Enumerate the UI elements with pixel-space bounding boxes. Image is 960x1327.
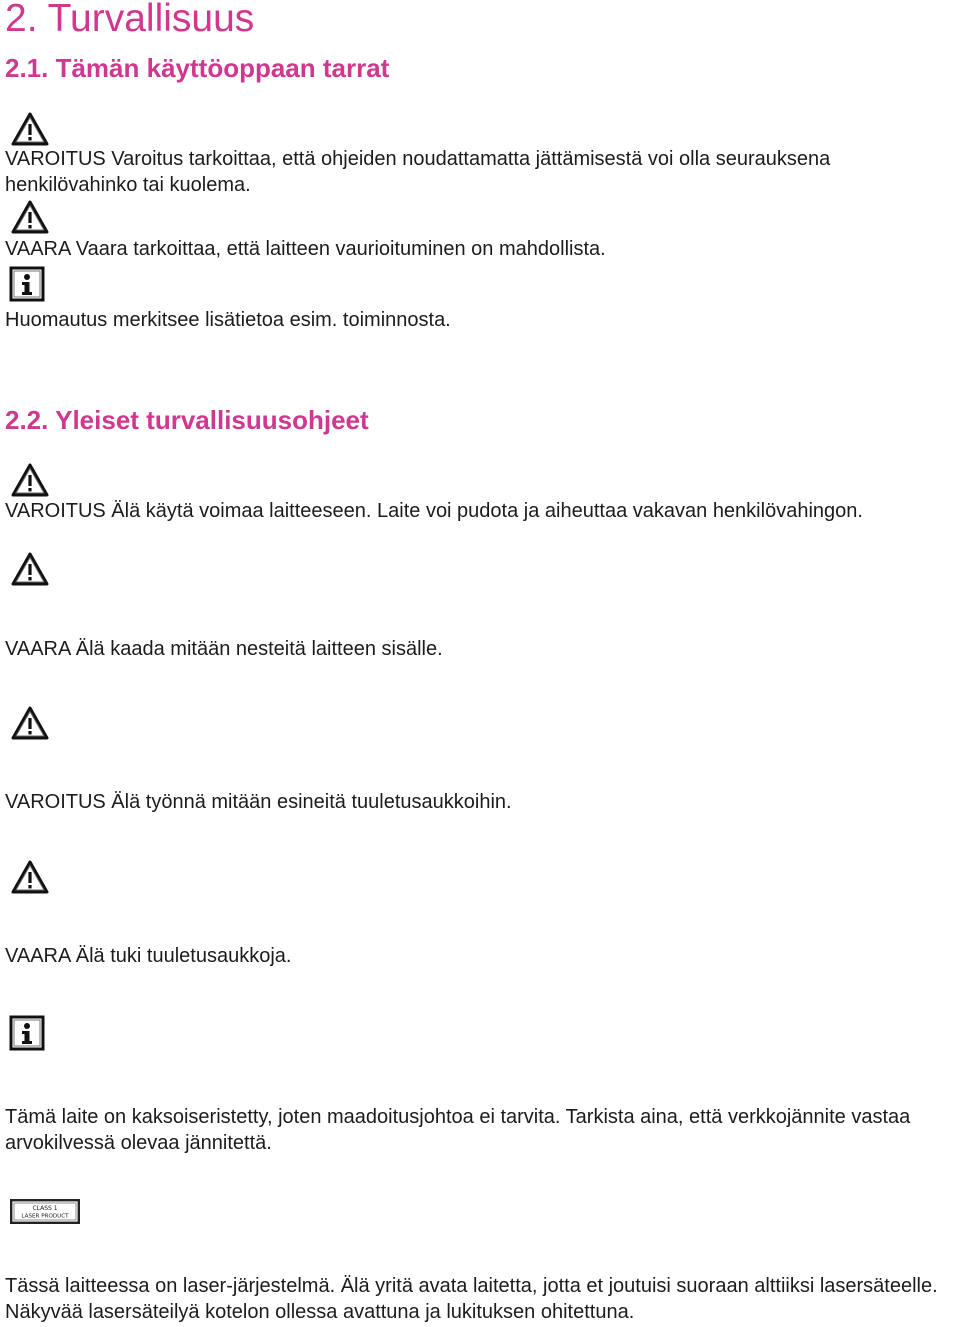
info-icon [9, 266, 45, 302]
general-item-5: Tämä laite on kaksoiseristetty, joten maadoitusjohtoa ei tarvita. Tarkista aina, että verkkojännite vastaa arvokilvessä olevaa jännitettä. [5, 1106, 911, 1154]
laser-class-label-icon [10, 1199, 80, 1224]
warning-triangle-icon [10, 551, 50, 587]
laser-label-line1: CLASS 1 [32, 1205, 58, 1212]
label-warning-text: VAROITUS Varoitus tarkoittaa, että ohjeiden noudattamatta jättämisestä voi olla seurauksena henkilövahinko tai kuolema. [5, 148, 831, 196]
warning-triangle-icon [10, 199, 50, 235]
general-item-6: Tässä laitteessa on laser-järjestelmä. Älä yritä avata laitetta, jotta et joutuisi suoraan alttiiksi lasersäteelle. Näkyvää lasersäteilyä kotelon ollessa avattuna ja lukituksen ohitettuna. [5, 1275, 938, 1323]
info-icon [9, 1015, 45, 1051]
section-title-general: 2.2. Yleiset turvallisuusohjeet [5, 405, 369, 435]
label-danger-text: VAARA Vaara tarkoittaa, että laitteen vaurioituminen on mahdollista. [5, 238, 606, 260]
section-title-labels: 2.1. Tämän käyttöoppaan tarrat [5, 53, 390, 83]
warning-triangle-icon [10, 705, 50, 741]
warning-triangle-icon [10, 462, 50, 498]
general-item-1: VAROITUS Älä käytä voimaa laitteeseen. Laite voi pudota ja aiheuttaa vakavan henkilövahingon. [5, 500, 863, 522]
general-item-4: VAARA Älä tuki tuuletusaukkoja. [5, 945, 292, 967]
warning-triangle-icon [10, 111, 50, 147]
laser-label-line2: LASER PRODUCT [21, 1213, 69, 1220]
general-item-2: VAARA Älä kaada mitään nesteitä laitteen sisälle. [5, 638, 443, 660]
page-title: 2. Turvallisuus [5, 0, 255, 40]
label-note-text: Huomautus merkitsee lisätietoa esim. toiminnosta. [5, 309, 451, 331]
warning-triangle-icon [10, 859, 50, 895]
general-item-3: VAROITUS Älä työnnä mitään esineitä tuuletusaukkoihin. [5, 791, 512, 813]
